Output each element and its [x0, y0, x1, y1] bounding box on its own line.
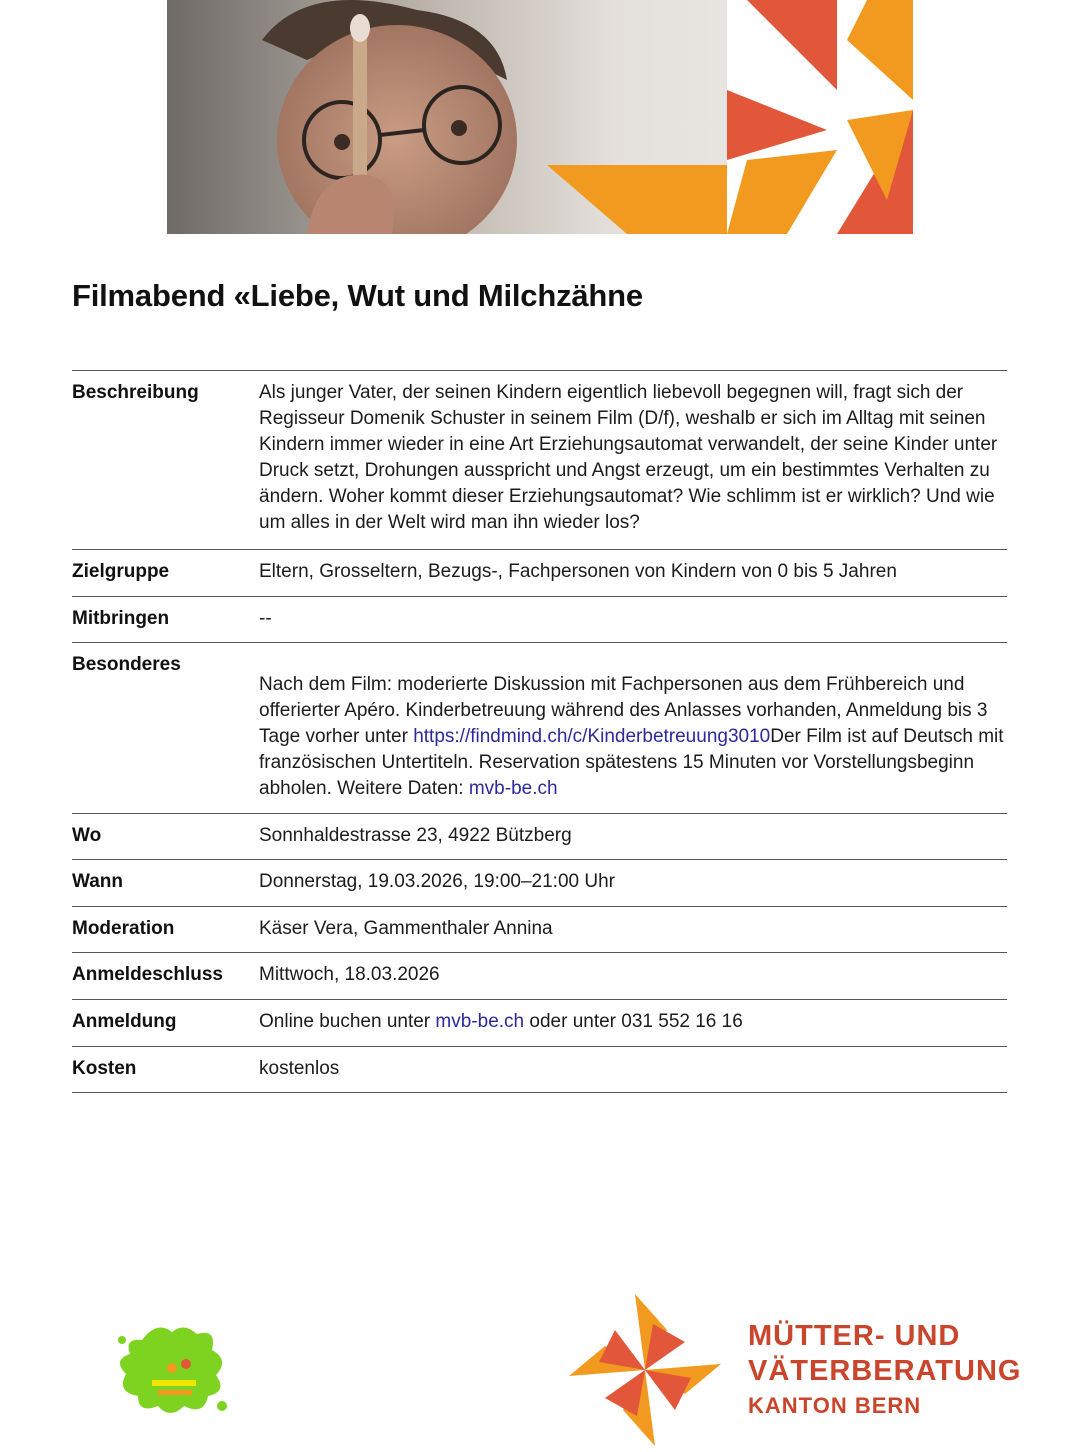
value-beschreibung: Als junger Vater, der seinen Kindern eigentlich liebevoll begegnen will, fragt sich der Regisseur Domenik Schuster in seinem Film (D/f), weshalb er sich im Alltag mit seinen Kindern immer wieder in eine Art Erziehungsautomat verwandelt, der seine Kinder unter Druck setzt, Drohungen ausspricht und Angst erzeugt, um ein bestimmtes Verhalten zu ändern. Woher kommt dieser Erziehungsautomat? Wie schlimm ist er wirklich? Und wie um alles in der Welt wird man ihn wieder los? [259, 382, 998, 533]
label-besonderes: Besonderes [72, 654, 181, 675]
org-line-2: VÄTERBERATUNG [748, 1355, 1022, 1387]
label-kosten: Kosten [72, 1058, 137, 1079]
label-mitbringen: Mitbringen [72, 608, 170, 629]
row-anmeldeschluss [72, 953, 1007, 1000]
spielgruppe-splash-logo [112, 1320, 232, 1420]
row-moderation [72, 907, 1007, 953]
org-line-3: KANTON BERN [748, 1393, 922, 1418]
row-kosten [72, 1047, 1007, 1093]
label-anmeldung: Anmeldung [72, 1011, 177, 1032]
label-zielgruppe: Zielgruppe [72, 561, 170, 582]
mvb-org-name [748, 1322, 1021, 1417]
value-anmeldung [259, 1009, 1007, 1037]
hero-photo [167, 0, 913, 234]
mvb-website-link[interactable]: mvb-be.ch [468, 778, 558, 799]
kinderbetreuung-link[interactable]: https://findmind.ch/c/Kinderbetreuung3010 [413, 726, 771, 747]
besonderes-text-2: Der Film ist auf Deutsch mit französischen Untertiteln. Reservation spätestens 15 Minuten vor Vorstellungsbeginn abholen. Weitere Daten: [259, 726, 1004, 799]
label-wo: Wo [72, 825, 102, 846]
value-moderation: Käser Vera, Gammenthaler Annina [259, 918, 553, 939]
value-mitbringen: -- [259, 608, 272, 629]
event-info-table [72, 370, 1007, 1093]
row-beschreibung [72, 371, 1007, 550]
label-moderation: Moderation [72, 918, 175, 939]
row-mitbringen [72, 597, 1007, 643]
row-zielgruppe [72, 550, 1007, 597]
label-anmeldeschluss: Anmeldeschluss [72, 964, 223, 985]
mvb-pinwheel-logo [565, 1290, 725, 1447]
besonderes-text-1: Nach dem Film: moderierte Diskussion mit Fachpersonen aus dem Frühbereich und offerierter Apéro. Kinderbetreuung während des Anlasses vorhanden, Anmeldung bis 3 Tage vorher unter [259, 674, 988, 747]
mvb-booking-link[interactable]: mvb-be.ch [435, 1011, 525, 1032]
anmeldung-text-1: Online buchen unter [259, 1011, 436, 1032]
value-besonderes [259, 652, 1007, 804]
anmeldung-text-2: oder unter 031 552 16 16 [524, 1011, 743, 1032]
org-line-1: MÜTTER- UND [748, 1320, 961, 1352]
value-wo: Sonnhaldestrasse 23, 4922 Bützberg [259, 825, 572, 846]
page-title: Filmabend «Liebe, Wut und Milchzähne [72, 278, 643, 313]
row-wann [72, 860, 1007, 907]
label-beschreibung: Beschreibung [72, 382, 199, 403]
label-wann: Wann [72, 871, 124, 892]
row-wo [72, 814, 1007, 860]
value-kosten: kostenlos [259, 1058, 340, 1079]
row-besonderes [72, 643, 1007, 814]
value-wann: Donnerstag, 19.03.2026, 19:00–21:00 Uhr [259, 871, 615, 892]
value-anmeldeschluss: Mittwoch, 18.03.2026 [259, 964, 440, 985]
value-zielgruppe: Eltern, Grosseltern, Bezugs-, Fachpersonen von Kindern von 0 bis 5 Jahren [259, 561, 897, 582]
row-anmeldung [72, 1000, 1007, 1047]
